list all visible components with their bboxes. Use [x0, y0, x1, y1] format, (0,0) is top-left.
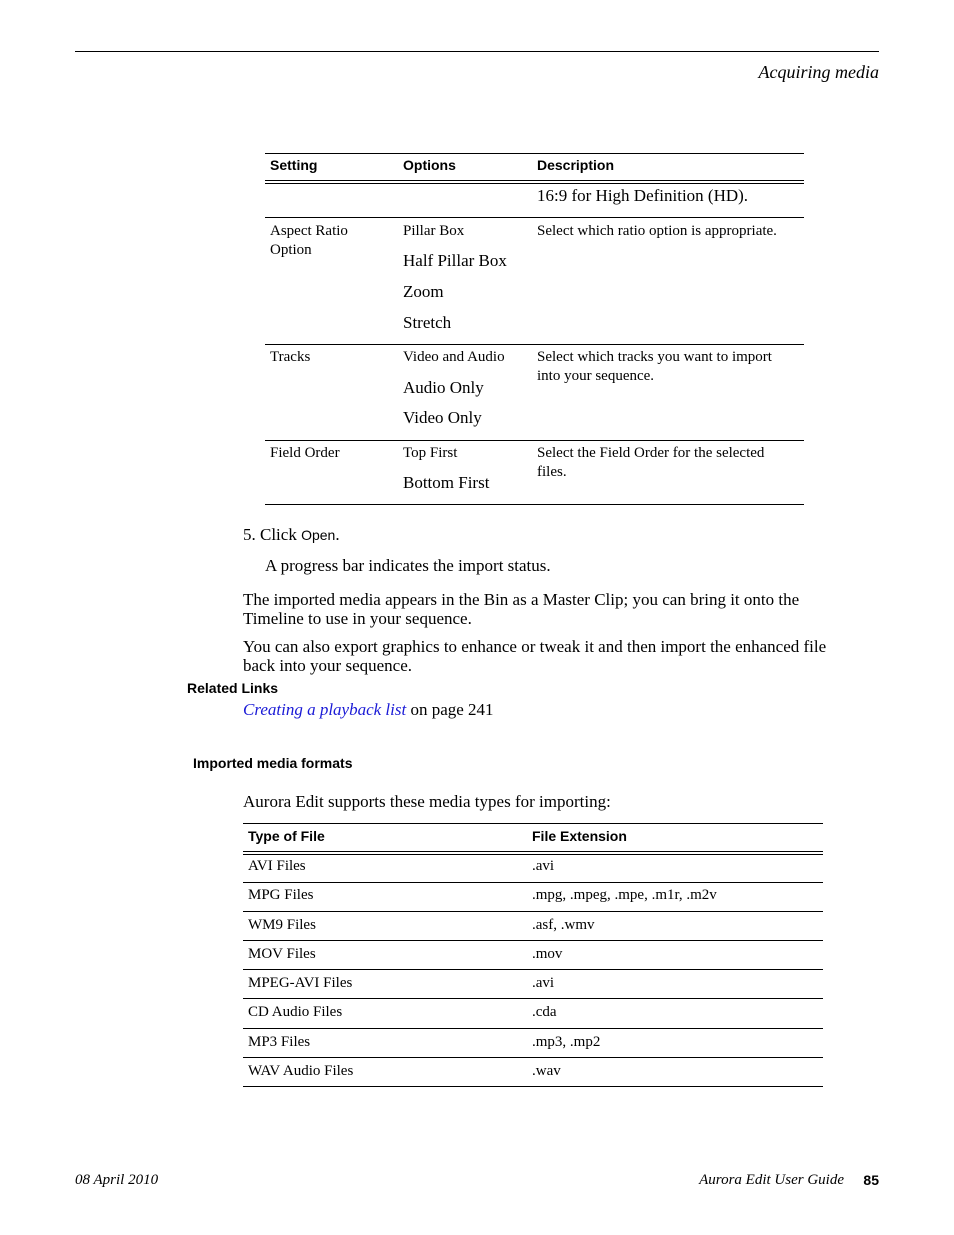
description-cell: Select which ratio option is appropriate. [537, 223, 777, 239]
file-type: CD Audio Files [248, 1004, 343, 1020]
creating-playback-list-link[interactable]: Creating a playback list [243, 700, 407, 719]
row-rule [243, 998, 823, 999]
formats-header-rule-2 [243, 854, 823, 855]
file-extension: .asf, .wmv [532, 917, 595, 933]
step-suffix: . [335, 525, 340, 544]
step-result: A progress bar indicates the import status. [265, 556, 551, 575]
formats-heading: Imported media formats [193, 755, 353, 771]
row-rule [265, 440, 804, 441]
file-type: MPG Files [248, 887, 314, 903]
file-type: WAV Audio Files [248, 1063, 354, 1079]
option-item: Half Pillar Box [403, 251, 507, 270]
option-item: Top First [403, 445, 458, 461]
footer-date: 08 April 2010 [75, 1172, 159, 1188]
continuation-description: 16:9 for High Definition (HD). [537, 186, 749, 205]
section-title: Acquiring media [758, 62, 879, 82]
table-top-rule [265, 153, 804, 154]
row-rule [243, 1028, 823, 1029]
col-header-options: Options [403, 157, 456, 173]
col-header-type: Type of File [248, 828, 325, 844]
col-header-description: Description [537, 157, 615, 173]
open-label: Open [301, 527, 336, 543]
row-rule [243, 882, 823, 883]
file-extension: .cda [532, 1004, 557, 1020]
option-item: Video Only [403, 408, 482, 427]
option-item: Zoom [403, 282, 444, 301]
page-number: 85 [863, 1172, 879, 1188]
paragraph-export-graphics: You can also export graphics to enhance or tweak it and then import the enhanced file back into your sequence. [243, 637, 827, 675]
formats-intro: Aurora Edit supports these media types for importing: [243, 792, 611, 811]
header-rule-2 [265, 183, 804, 184]
file-extension: .wav [532, 1063, 561, 1079]
related-links-heading: Related Links [187, 680, 279, 696]
file-type: WM9 Files [248, 917, 316, 933]
row-rule [265, 217, 804, 218]
file-extension: .mpg, .mpeg, .mpe, .m1r, .m2v [532, 887, 717, 903]
file-type: MP3 Files [248, 1034, 311, 1050]
paragraph-imported-media: The imported media appears in the Bin as a Master Clip; you can bring it onto the Timeline to use in your sequence. [243, 590, 800, 628]
row-rule [243, 940, 823, 941]
option-item: Pillar Box [403, 223, 465, 239]
header-rule-1 [265, 180, 804, 181]
file-type: AVI Files [248, 858, 306, 874]
step-5 [243, 525, 340, 545]
file-extension: .avi [532, 975, 555, 991]
step-prefix: Click [260, 525, 297, 544]
file-extension: .mov [532, 946, 563, 962]
formats-bottom-rule [243, 1086, 823, 1087]
option-item: Audio Only [403, 378, 484, 397]
option-item: Bottom First [403, 473, 490, 492]
row-rule [243, 911, 823, 912]
link-page-ref: on page 241 [406, 700, 494, 719]
setting-cell: Aspect Ratio Option [270, 223, 348, 258]
row-rule [265, 344, 804, 345]
row-rule [243, 1057, 823, 1058]
formats-header-rule-1 [243, 851, 823, 852]
option-item: Stretch [403, 313, 452, 332]
description-cell: Select the Field Order for the selected files. [537, 445, 765, 480]
setting-cell: Tracks [270, 349, 311, 365]
file-type: MOV Files [248, 946, 316, 962]
file-extension: .mp3, .mp2 [532, 1034, 601, 1050]
file-type: MPEG-AVI Files [248, 975, 353, 991]
option-item: Video and Audio [403, 349, 505, 365]
formats-top-rule [243, 823, 823, 824]
step-number: 5. [243, 525, 256, 544]
header-rule [75, 51, 879, 52]
table-bottom-rule [265, 504, 804, 505]
related-link-line [243, 700, 494, 719]
row-rule [243, 969, 823, 970]
setting-cell: Field Order [270, 445, 340, 461]
description-cell: Select which tracks you want to import into your sequence. [537, 349, 772, 384]
col-header-extension: File Extension [532, 828, 627, 844]
footer-guide-title: Aurora Edit User Guide [699, 1172, 844, 1188]
file-extension: .avi [532, 858, 555, 874]
col-header-setting: Setting [270, 157, 318, 173]
